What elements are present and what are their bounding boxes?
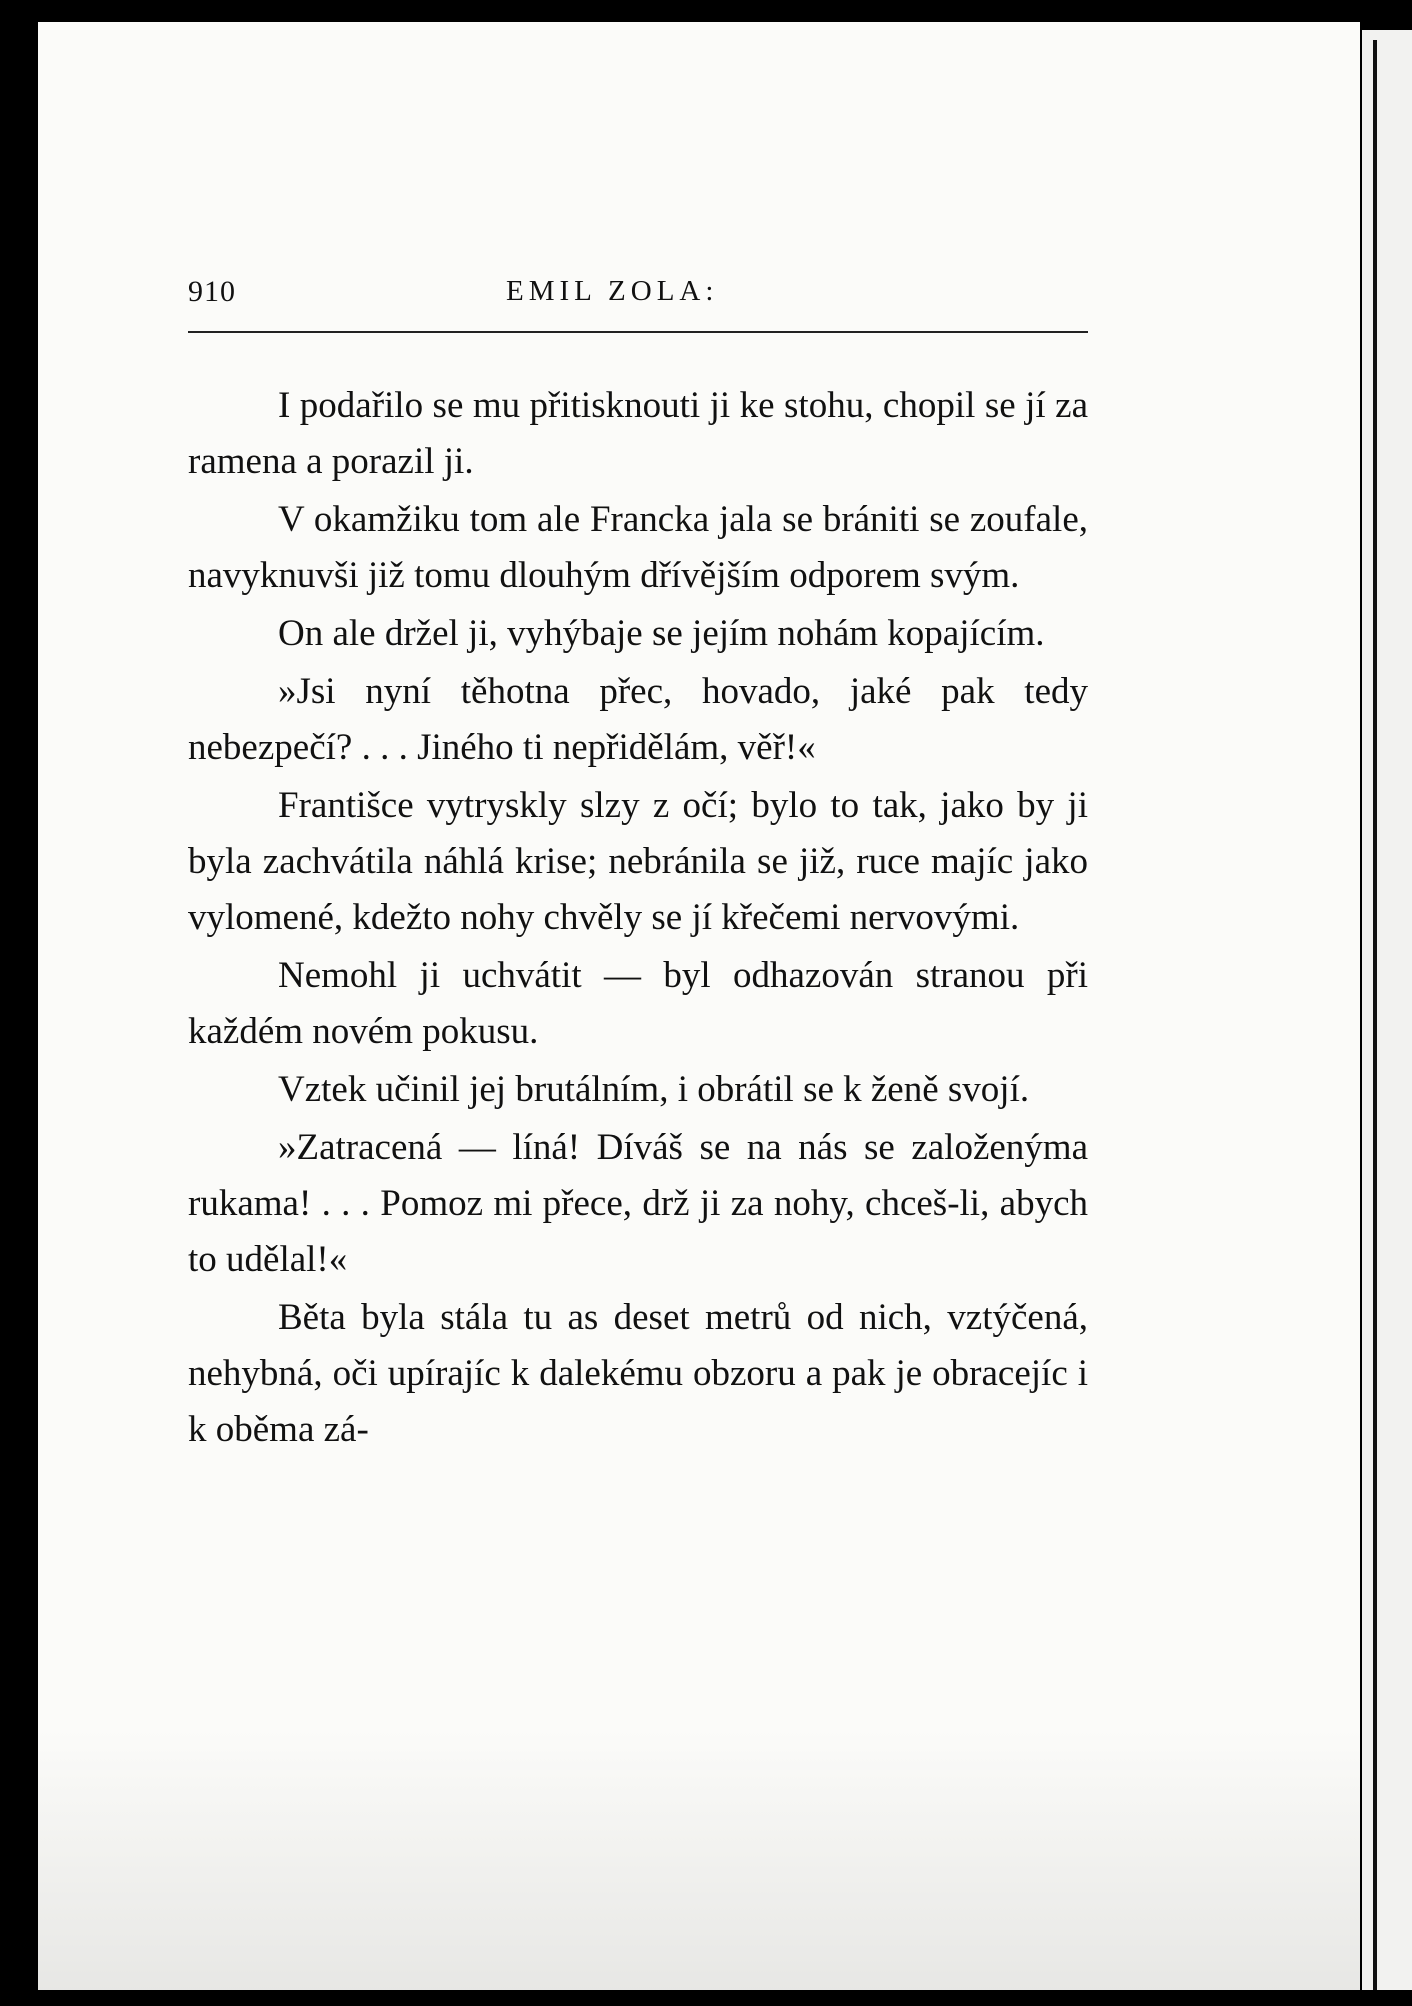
paragraph: »Zatracená — líná! Díváš se na nás se založenýma rukama! . . . Pomoz mi přece, drž ji za nohy, chceš-li, abych to udělal!« [188,1127,1088,1280]
paragraph: Nemohl ji uchvátit — byl odhazován stranou při každém novém pokusu. [188,955,1088,1052]
paragraph: »Jsi nyní těhotna přec, hovado, jaké pak tedy nebezpečí? . . . Jiného ti nepřidělám, věř!« [188,671,1088,768]
paragraph: I podařilo se mu přitisknouti ji ke stohu, chopil se jí za ramena a porazil ji. [188,385,1088,482]
paragraph: Běta byla stála tu as deset metrů od nich, vztýčená, nehybná, oči upírajíc k dalekému obzoru a pak je obracejíc i k oběma zá- [188,1297,1088,1450]
paragraph: Vztek učinil jej brutálním, i obrátil se k ženě svojí. [278,1069,1030,1110]
book-binding [1362,30,1412,1990]
running-head [188,275,1088,319]
header-rule [188,331,1088,333]
binding-edge-line [1373,40,1377,1990]
page-number: 910 [188,275,236,308]
paragraph: Františce vytryskly slzy z očí; bylo to tak, jako by ji byla zachvátila náhlá krise; nebránila se již, ruce majíc jako vylomené, kdežto nohy chvěly se jí křečemi nervovými. [188,785,1088,938]
running-title: EMIL ZOLA: [506,275,719,307]
paragraph: On ale držel ji, vyhýbaje se jejím nohám kopajícím. [278,613,1045,654]
body-text [188,378,1088,1460]
paragraph: V okamžiku tom ale Francka jala se brániti se zoufale, navyknuvši již tomu dlouhým dřívějším odporem svým. [188,499,1088,596]
